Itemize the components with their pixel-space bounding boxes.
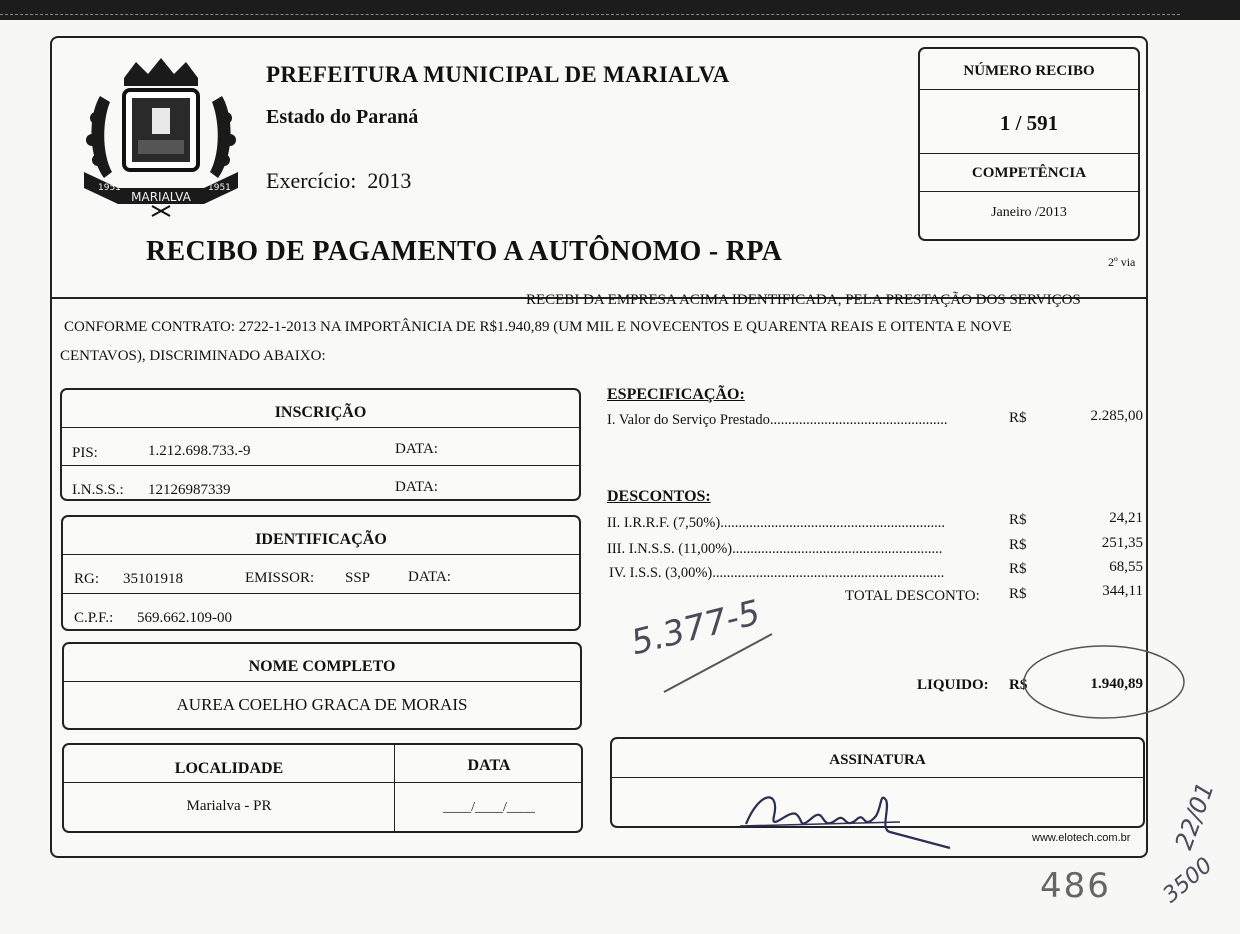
- emissor-label: EMISSOR:: [245, 570, 315, 586]
- identificacao-title: IDENTIFICAÇÃO: [255, 531, 387, 548]
- handwritten-page-number: 486: [1040, 866, 1111, 906]
- receipt-number-box: [918, 47, 1140, 241]
- liquido-currency: R$: [1009, 677, 1028, 693]
- descontos-title: DESCONTOS:: [607, 488, 711, 505]
- especificacao-title: ESPECIFICAÇÃO:: [607, 386, 745, 403]
- desconto-irrf-value: 24,21: [1109, 510, 1143, 526]
- inss-label: I.N.S.S.:: [72, 482, 124, 498]
- emissor-value: SSP: [345, 570, 371, 586]
- exercicio-value: 2013: [367, 168, 412, 193]
- signature-icon: [740, 780, 960, 852]
- inscricao-title: INSCRIÇÃO: [274, 404, 367, 421]
- inss-value: 12126987339: [148, 482, 231, 498]
- desconto-irrf-label: II. I.R.R.F. (7,50%)..............................................................: [607, 515, 945, 531]
- copy-label: 2º via: [1108, 255, 1136, 269]
- document-title: RECIBO DE PAGAMENTO A AUTÔNOMO - RPA: [146, 236, 783, 267]
- rg-label: RG:: [74, 571, 100, 587]
- inscricao-box: [60, 388, 581, 501]
- exercicio: [266, 168, 411, 194]
- servico-label: I. Valor do Serviço Prestado.................................................: [607, 412, 948, 428]
- desconto-iss-label: IV. I.S.S. (3,00%)................................................................: [609, 565, 945, 581]
- data-title: DATA: [467, 757, 511, 774]
- localidade-title: LOCALIDADE: [174, 760, 284, 777]
- footer-website: www.elotech.com.br: [1032, 832, 1131, 844]
- handwritten-date-note: 22/01: [1169, 778, 1220, 854]
- desconto-iss-value: 68,55: [1109, 559, 1143, 575]
- localidade-box: [62, 743, 583, 833]
- state-subtitle: Estado do Paraná: [266, 106, 419, 128]
- municipal-seal-icon: [78, 56, 244, 218]
- desconto-inss-currency: R$: [1009, 537, 1027, 553]
- inss-data-label: DATA:: [395, 479, 438, 495]
- seal-year-left: 1951: [98, 183, 121, 193]
- liquido-label: LIQUIDO:: [917, 677, 989, 693]
- competencia-value: Janeiro /2013: [991, 205, 1067, 220]
- exercicio-label: Exercício:: [266, 168, 357, 193]
- pis-value: 1.212.698.733.-9: [148, 443, 251, 459]
- nome-completo-title: NOME COMPLETO: [248, 658, 396, 675]
- identificacao-box: [61, 515, 581, 631]
- statement-line-3: CENTAVOS), DISCRIMINADO ABAIXO:: [60, 348, 326, 364]
- pis-data-label: DATA:: [395, 441, 438, 457]
- identificacao-data-label: DATA:: [408, 569, 451, 585]
- servico-currency: R$: [1009, 410, 1027, 426]
- total-desconto-currency: R$: [1009, 586, 1027, 602]
- handwritten-code-note: 3500: [1158, 852, 1218, 909]
- handwritten-note-code: 5.377-5: [627, 592, 765, 664]
- perforation-line: [0, 14, 1180, 15]
- data-value: ____/____/____: [443, 800, 535, 815]
- total-desconto-label: TOTAL DESCONTO:: [845, 588, 980, 604]
- nome-completo-box: [62, 642, 582, 730]
- statement-line-1: RECEBI DA EMPRESA ACIMA IDENTIFICADA, PELA PRESTAÇÃO DOS SERVIÇOS: [526, 292, 1081, 308]
- servico-value: 2.285,00: [1090, 408, 1143, 424]
- handwritten-underline: [660, 630, 780, 700]
- desconto-inss-value: 251,35: [1101, 535, 1143, 551]
- assinatura-title: ASSINATURA: [829, 752, 926, 768]
- statement-line-2: CONFORME CONTRATO: 2722-1-2013 NA IMPORTÂNICIA DE R$1.940,89 (UM MIL E NOVECENTOS E QUARENTA REAIS E OITENTA E NOVE: [64, 319, 1012, 335]
- localidade-value: Marialva - PR: [186, 798, 272, 814]
- rg-value: 35101918: [123, 571, 183, 587]
- total-desconto-value: 344,11: [1102, 583, 1143, 599]
- liquido-value: 1.940,89: [1090, 676, 1143, 692]
- numero-recibo-value: 1 / 591: [999, 111, 1059, 135]
- cpf-value: 569.662.109-00: [137, 610, 232, 626]
- scan-top-band: [0, 0, 1240, 20]
- seal-ribbon-text: MARIALVA: [131, 190, 191, 204]
- desconto-irrf-currency: R$: [1009, 512, 1027, 528]
- nome-completo-value: AUREA COELHO GRACA DE MORAIS: [176, 695, 468, 714]
- desconto-iss-currency: R$: [1009, 561, 1027, 577]
- pis-label: PIS:: [72, 445, 98, 461]
- competencia-label: COMPETÊNCIA: [971, 165, 1087, 181]
- seal-year-right: 1951: [208, 183, 231, 193]
- municipality-title: PREFEITURA MUNICIPAL DE MARIALVA: [266, 62, 730, 87]
- desconto-inss-label: III. I.N.S.S. (11,00%)..........................................................: [607, 541, 943, 557]
- cpf-label: C.P.F.:: [74, 610, 114, 626]
- numero-recibo-label: NÚMERO RECIBO: [963, 63, 1095, 79]
- liquido-circle-mark: [1018, 640, 1188, 724]
